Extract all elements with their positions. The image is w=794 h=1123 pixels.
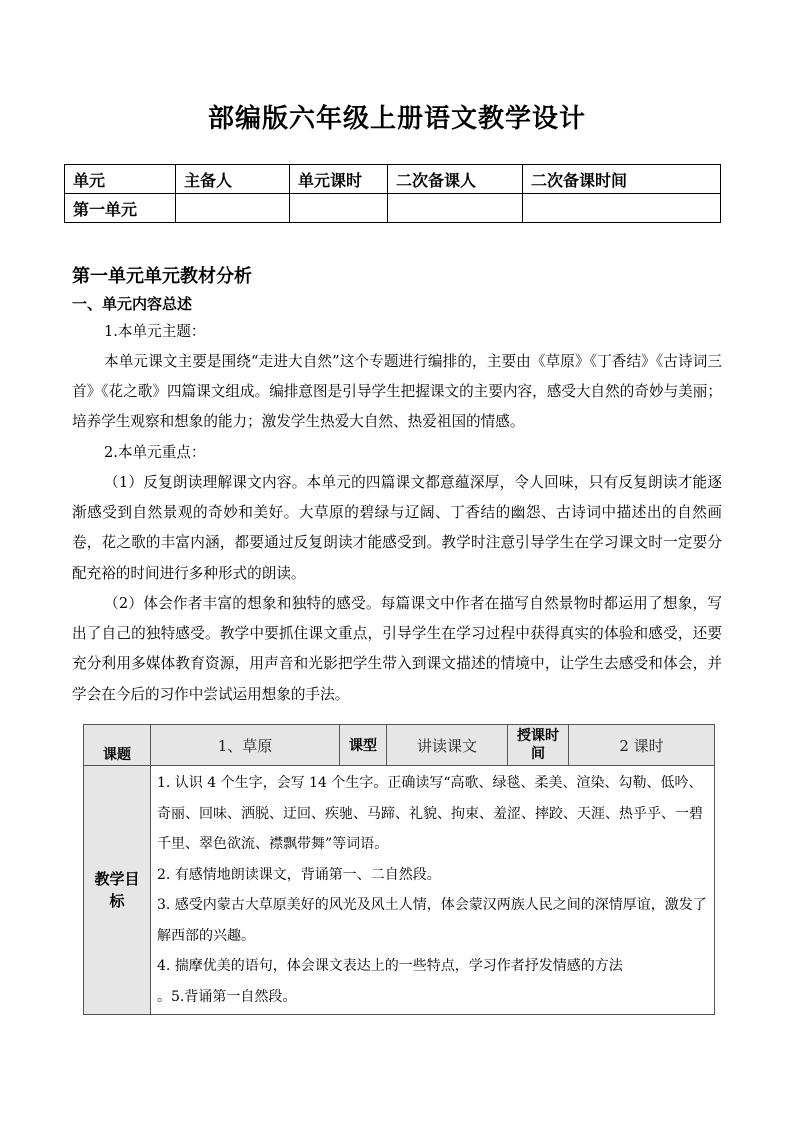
focus-point-1: （1）反复朗读理解课文内容。本单元的四篇课文都意蕴深厚，令人回味，只有反复朗读才能逐渐感受到自然景观的奇妙和美好。大草原的碧绿与辽阔、丁香结的幽怨、古诗词中描述出的自然画卷，花之歌的丰富内涵，都要通过反复朗读才能感受到。教学时注意引导学生在学习课文时一定要分配充裕的时间进行多种形式的朗读。 xyxy=(72,474,722,582)
theme-text: 本单元课文主要是围绕“走进大自然”这个专题进行编排的，主要由《草原》《丁香结》《古诗词三首》《花之歌》四篇课文组成。编排意图是引导学生把握课文的主要内容，感受大自然的奇妙与美丽；培养学生观察和想象的能力；激发学生热爱大自然、热爱祖国的情感。 xyxy=(72,353,722,431)
section-title: 第一单元单元教材分析 xyxy=(72,266,252,287)
lesson-type: 讲读课文 xyxy=(387,725,508,766)
label-time: 授课时间 xyxy=(508,725,569,766)
header-main-preparer: 主备人 xyxy=(176,165,290,194)
document-title: 部编版六年级上册语文教学设计 xyxy=(207,104,586,134)
label-topic: 课题 xyxy=(84,725,151,766)
focus-point-2: （2）体会作者丰富的想象和独特的感受。每篇课文中作者在描写自然景物时都运用了想象，写出了自己的独特感受。教学中要抓住课文重点，引导学生在学习过程中获得真实的体验和感受，还要充分利用多媒体教育资源，用声音和光影把学生带入到课文描述的情境中，让学生去感受和体会，并学会在今后的习作中尝试运用想象的手法。 xyxy=(72,595,722,703)
cell-unit-hours xyxy=(290,194,388,223)
lesson-table xyxy=(83,724,715,1015)
header-unit-hours: 单元课时 xyxy=(290,165,388,194)
unit-info-table xyxy=(64,164,721,223)
header-second-prep-time: 二次备课时间 xyxy=(523,165,721,194)
label-type: 课型 xyxy=(340,725,387,766)
goals-list xyxy=(151,766,715,1015)
cell-main-preparer xyxy=(176,194,290,223)
header-second-preparer: 二次备课人 xyxy=(388,165,523,194)
header-unit: 单元 xyxy=(65,165,176,194)
goal-item: 1. 认识 4 个生字，会写 14 个生字。正确读写“高歌、绿毯、柔美、渲染、勾勒、低吟、奇丽、回味、洒脱、迂回、疾驰、马蹄、礼貌、拘束、羞涩、摔跤、天涯、热乎乎、一碧千里、翠色欲流、襟飘带舞”等词语。 xyxy=(157,775,703,852)
unit-info-header-row xyxy=(65,165,721,194)
lesson-topic: 1、草原 xyxy=(151,725,340,766)
unit-info-row xyxy=(65,194,721,223)
lesson-goals-row xyxy=(84,766,715,1015)
goal-item: 4. 揣摩优美的语句，体会课文表达上的一些特点，学习作者抒发情感的方法 xyxy=(157,958,623,974)
label-goals: 教学目标 xyxy=(84,766,151,1015)
subsection-title: 一、单元内容总述 xyxy=(72,295,193,313)
goal-item: 2. 有感情地朗读课文，背诵第一、二自然段。 xyxy=(157,866,441,883)
cell-unit: 第一单元 xyxy=(65,194,176,223)
lesson-header-row xyxy=(84,725,715,766)
cell-second-preparer xyxy=(388,194,523,223)
goal-item: 。5.背诵第一自然段。 xyxy=(157,988,297,1005)
focus-label: 2.本单元重点： xyxy=(104,444,206,461)
cell-second-prep-time xyxy=(523,194,721,223)
goal-item: 3. 感受内蒙古大草原美好的风光及风土人情，体会蒙汉两族人民之间的深情厚谊，激发了解西部的兴趣。 xyxy=(157,897,707,944)
theme-label: 1.本单元主题： xyxy=(104,323,206,340)
lesson-time: 2 课时 xyxy=(569,725,715,766)
